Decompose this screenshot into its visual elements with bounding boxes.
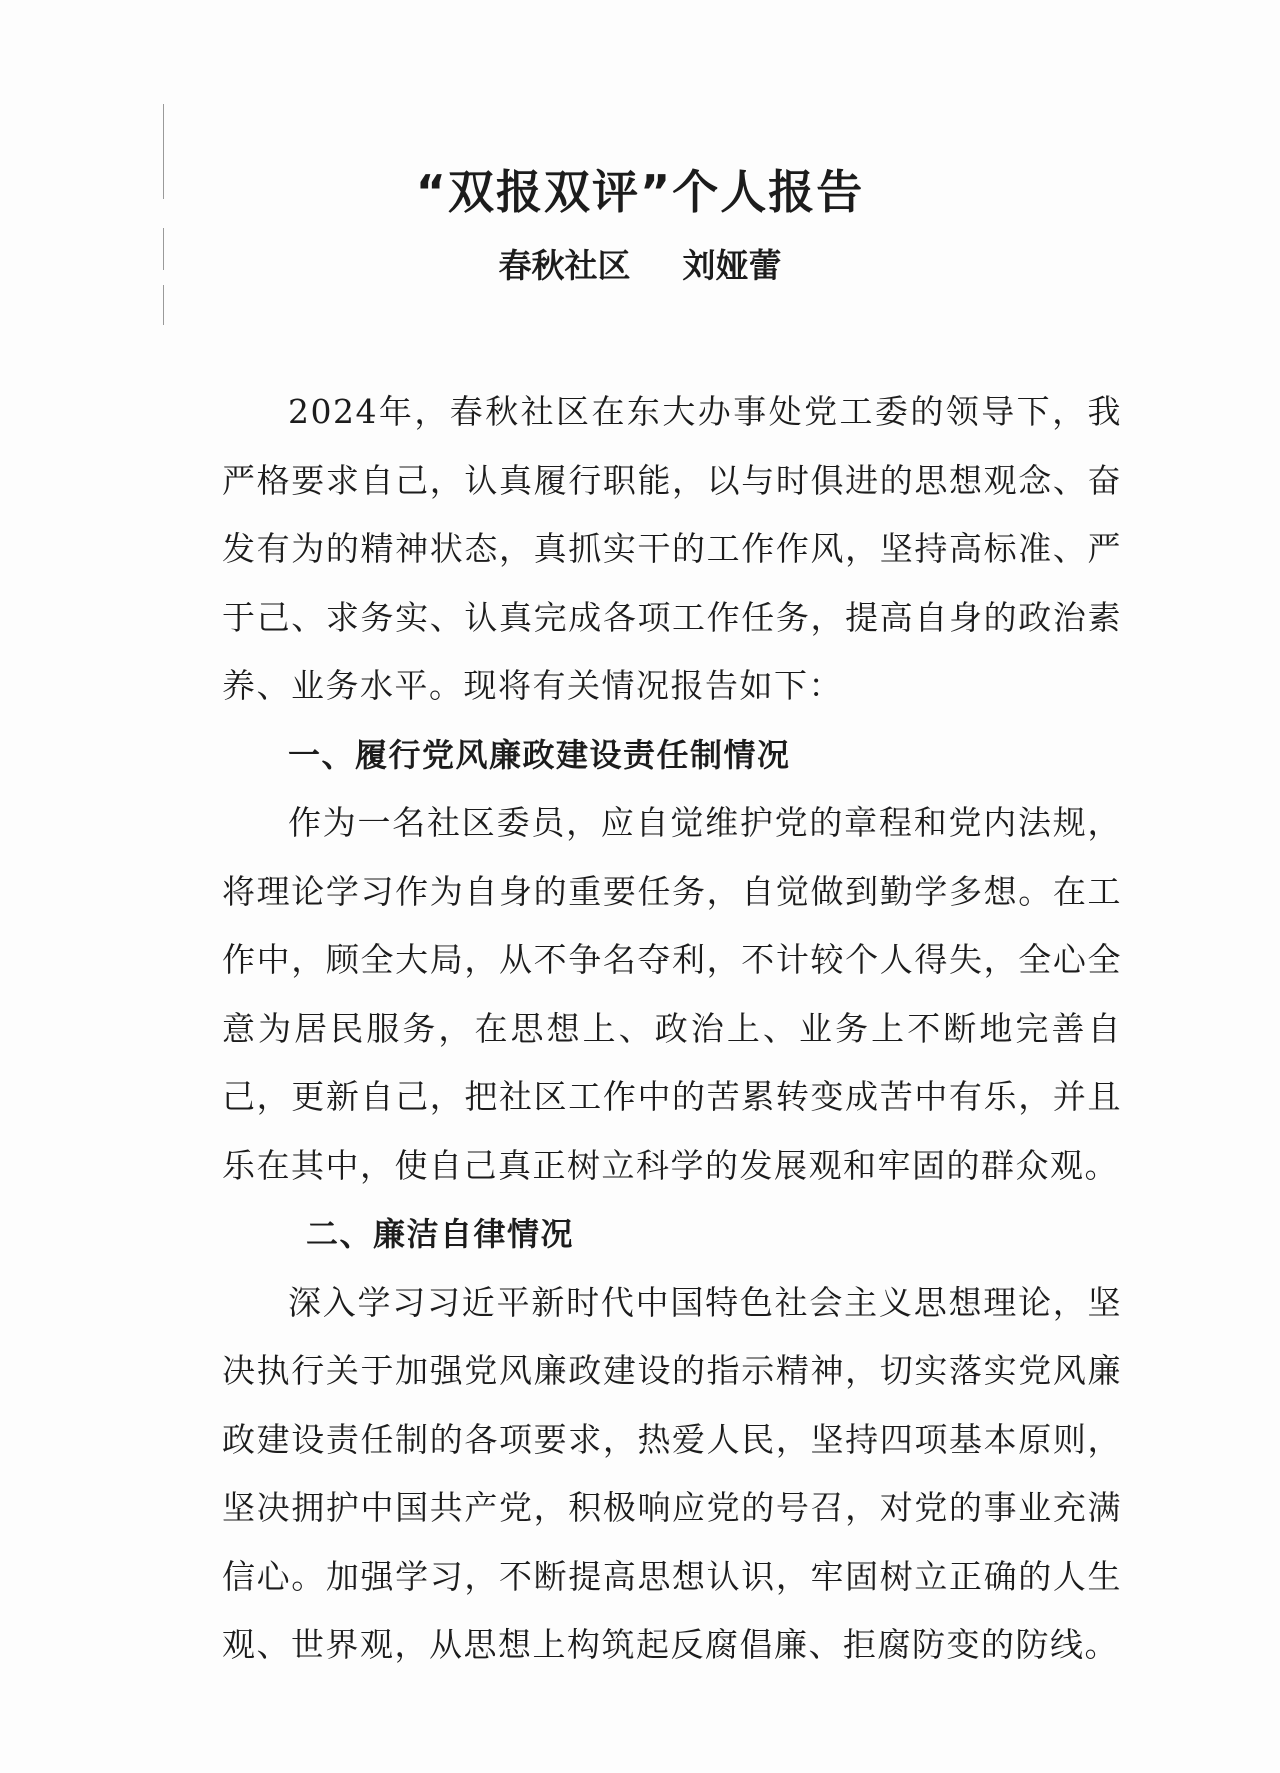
document-body [222,378,1122,1680]
section-paragraph: 作为一名社区委员，应自觉维护党的章程和党内法规，将理论学习作为自身的重要任务，自觉做到勤学多想。在工作中，顾全大局，从不争名夺利，不计较个人得失，全心全意为居民服务，在思想上、政治上、业务上不断地完善自己，更新自己，把社区工作中的苦累转变成苦中有乐，并且乐在其中，使自己真正树立科学的发展观和牢固的群众观。 [222,803,1122,1185]
document-title: “双报双评”个人报告 [415,165,865,219]
section-heading: 二、廉洁自律情况 [306,1215,575,1253]
byline [0,244,1280,288]
section-heading: 一、履行党风廉政建设责任制情况 [288,735,791,774]
author-name: 刘娅蕾 [682,246,782,285]
intro-paragraph: 2024年，春秋社区在东大办事处党工委的领导下，我严格要求自己，认真履行职能，以与时俱进的思想观念、奋发有为的精神状态，真抓实干的工作作风，坚持高标准、严于己、求务实、认真完成各项工作任务，提高自身的政治素养、业务水平。现将有关情况报告如下： [222,392,1122,705]
section-paragraph: 深入学习习近平新时代中国特色社会主义思想理论，坚决执行关于加强党风廉政建设的指示精神，切实落实党风廉政建设责任制的各项要求，热爱人民，坚持四项基本原则，坚决拥护中国共产党，积极响应党的号召，对党的事业充满信心。加强学习，不断提高思想认识，牢固树立正确的人生观、世界观，从思想上构筑起反腐倡廉、拒腐防变的防线。 [222,1282,1122,1664]
organization-name: 春秋社区 [498,246,631,285]
binding-margin-line [163,285,164,325]
